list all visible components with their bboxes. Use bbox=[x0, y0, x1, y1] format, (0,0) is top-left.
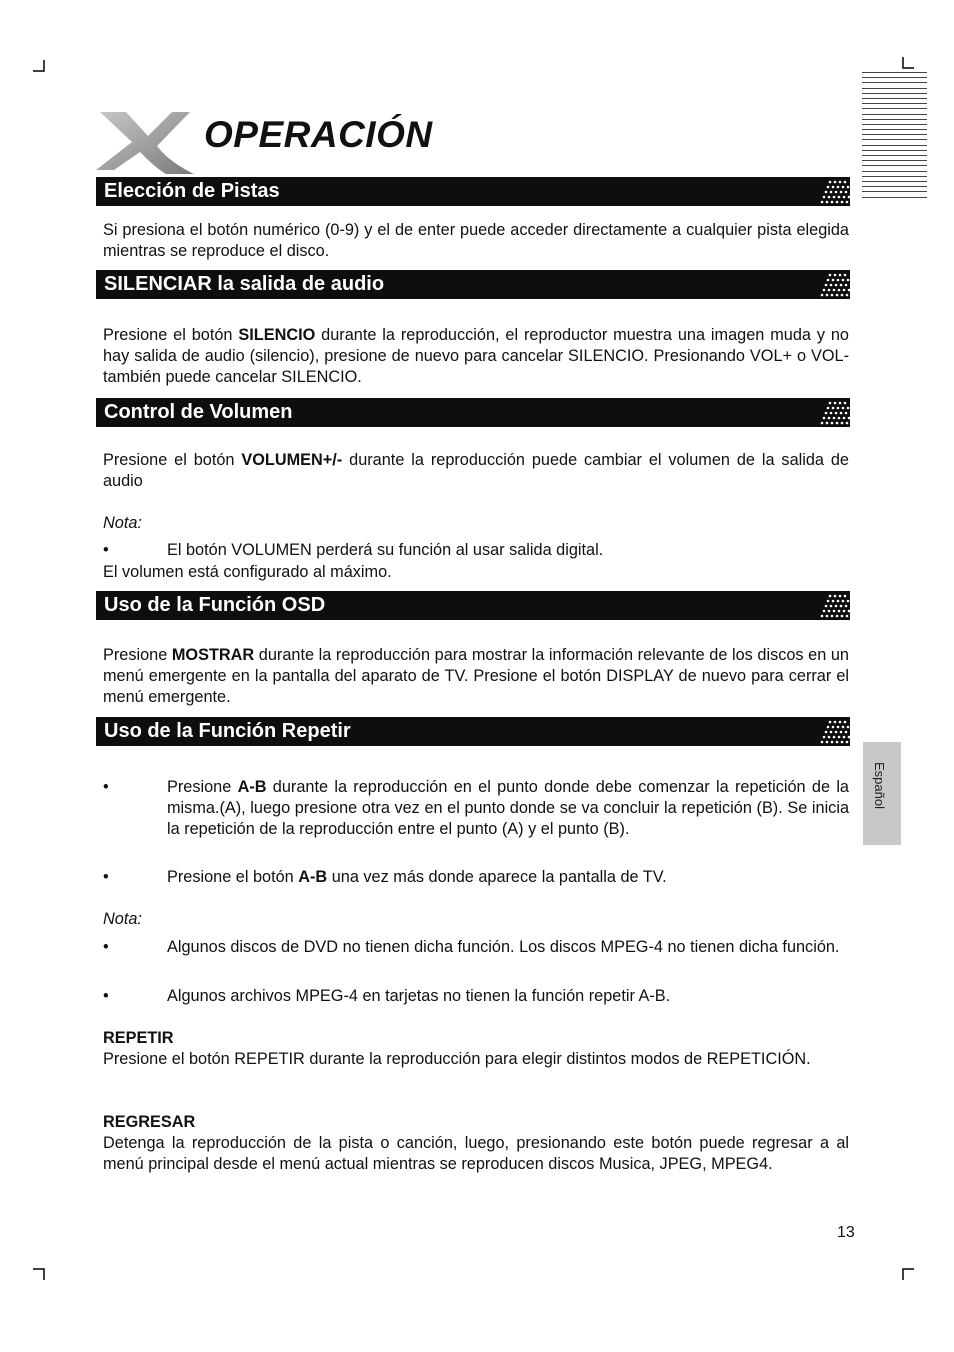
dot-pattern-icon bbox=[816, 270, 850, 299]
bullet-icon: • bbox=[103, 868, 109, 886]
section-heading: Elección de Pistas bbox=[104, 180, 280, 202]
silenciar-text: Presione el botón SILENCIO durante la reproducción, el reproductor muestra una imagen muda y no hay salida de audio (silencio), presione de nuevo para cancelar SILENCIO. Presionando VOL+ o VOL- también puede cancelar SILENCIO. bbox=[103, 326, 849, 386]
list-item: • Presione A-B durante la reproducción en el punto donde debe comenzar la repetición de la misma.(A), luego presione otra vez en el punto donde se va concluir la repetición (B). Se inicia la repetición de la reproducción entre el punto (A) y el punto (B). bbox=[103, 778, 849, 838]
list-item: • El botón VOLUMEN perderá su función al usar salida digital. bbox=[103, 541, 604, 559]
volumen-keyword: VOLUMEN+/- bbox=[241, 451, 343, 469]
page-title: OPERACIÓN bbox=[204, 114, 433, 155]
nota-label: Nota: bbox=[103, 910, 142, 928]
dot-pattern-icon bbox=[816, 398, 850, 427]
section-heading: Uso de la Función OSD bbox=[104, 594, 326, 616]
section-header-osd bbox=[96, 591, 850, 620]
crop-mark-top-right bbox=[902, 57, 914, 69]
x-logo-icon bbox=[96, 108, 196, 178]
dot-pattern-icon bbox=[816, 177, 850, 206]
ab-keyword: A-B bbox=[237, 778, 267, 796]
section-header-volumen bbox=[96, 398, 850, 427]
regresar-subheading: REGRESAR bbox=[103, 1113, 196, 1131]
repetir-text: Presione el botón REPETIR durante la reproducción para elegir distintos modos de REPETICIÓN. bbox=[103, 1050, 811, 1068]
section-heading: Uso de la Función Repetir bbox=[104, 720, 351, 742]
list-item: • Algunos discos de DVD no tienen dicha función. Los discos MPEG-4 no tienen dicha función. bbox=[103, 938, 840, 956]
language-tab bbox=[863, 742, 901, 845]
osd-text: Presione MOSTRAR durante la reproducción para mostrar la información relevante de los discos en un menú emergente en la pantalla del aparato de TV. Presione el botón DISPLAY de nuevo para cerrar el menú emergente. bbox=[103, 646, 849, 706]
section-header-repetir bbox=[96, 717, 850, 746]
crop-mark-bottom-left bbox=[33, 1268, 45, 1280]
bullet-icon: • bbox=[103, 778, 109, 796]
section-heading: SILENCIAR la salida de audio bbox=[104, 273, 385, 295]
bullet-icon: • bbox=[103, 938, 109, 956]
section-header-silenciar bbox=[96, 270, 850, 299]
dot-pattern-icon bbox=[816, 717, 850, 746]
pistas-text: Si presiona el botón numérico (0-9) y el de enter puede acceder directamente a cualquier pista elegida mientras se reproduce el disco. bbox=[103, 221, 849, 260]
bullet-icon: • bbox=[103, 541, 109, 559]
bullet-icon: • bbox=[103, 987, 109, 1005]
mostrar-keyword: MOSTRAR bbox=[171, 646, 255, 664]
decorative-lines bbox=[862, 72, 927, 202]
repetir-subheading: REPETIR bbox=[103, 1029, 174, 1047]
volumen-text: Presione el botón VOLUMEN+/- durante la reproducción puede cambiar el volumen de la salida de audio bbox=[103, 451, 849, 490]
crop-mark-top-left bbox=[33, 60, 45, 72]
crop-mark-bottom-right bbox=[902, 1268, 914, 1280]
language-tab-label: Español bbox=[872, 762, 887, 809]
volumen-extra-text: El volumen está configurado al máximo. bbox=[103, 563, 392, 581]
page-number: 13 bbox=[837, 1224, 855, 1241]
list-item: • Presione el botón A-B una vez más donde aparece la pantalla de TV. bbox=[103, 868, 667, 886]
regresar-text: Detenga la reproducción de la pista o canción, luego, presionando este botón puede regresar a al menú principal desde el menú actual mientras se reproducen discos Musica, JPEG, MPEG4. bbox=[103, 1134, 849, 1173]
section-header-pistas bbox=[96, 177, 850, 206]
silencio-keyword: SILENCIO bbox=[238, 326, 316, 344]
list-item: • Algunos archivos MPEG-4 en tarjetas no tienen la función repetir A-B. bbox=[103, 987, 671, 1005]
ab-keyword: A-B bbox=[298, 868, 328, 886]
nota-label: Nota: bbox=[103, 514, 142, 532]
section-heading: Control de Volumen bbox=[104, 401, 293, 423]
dot-pattern-icon bbox=[816, 591, 850, 620]
